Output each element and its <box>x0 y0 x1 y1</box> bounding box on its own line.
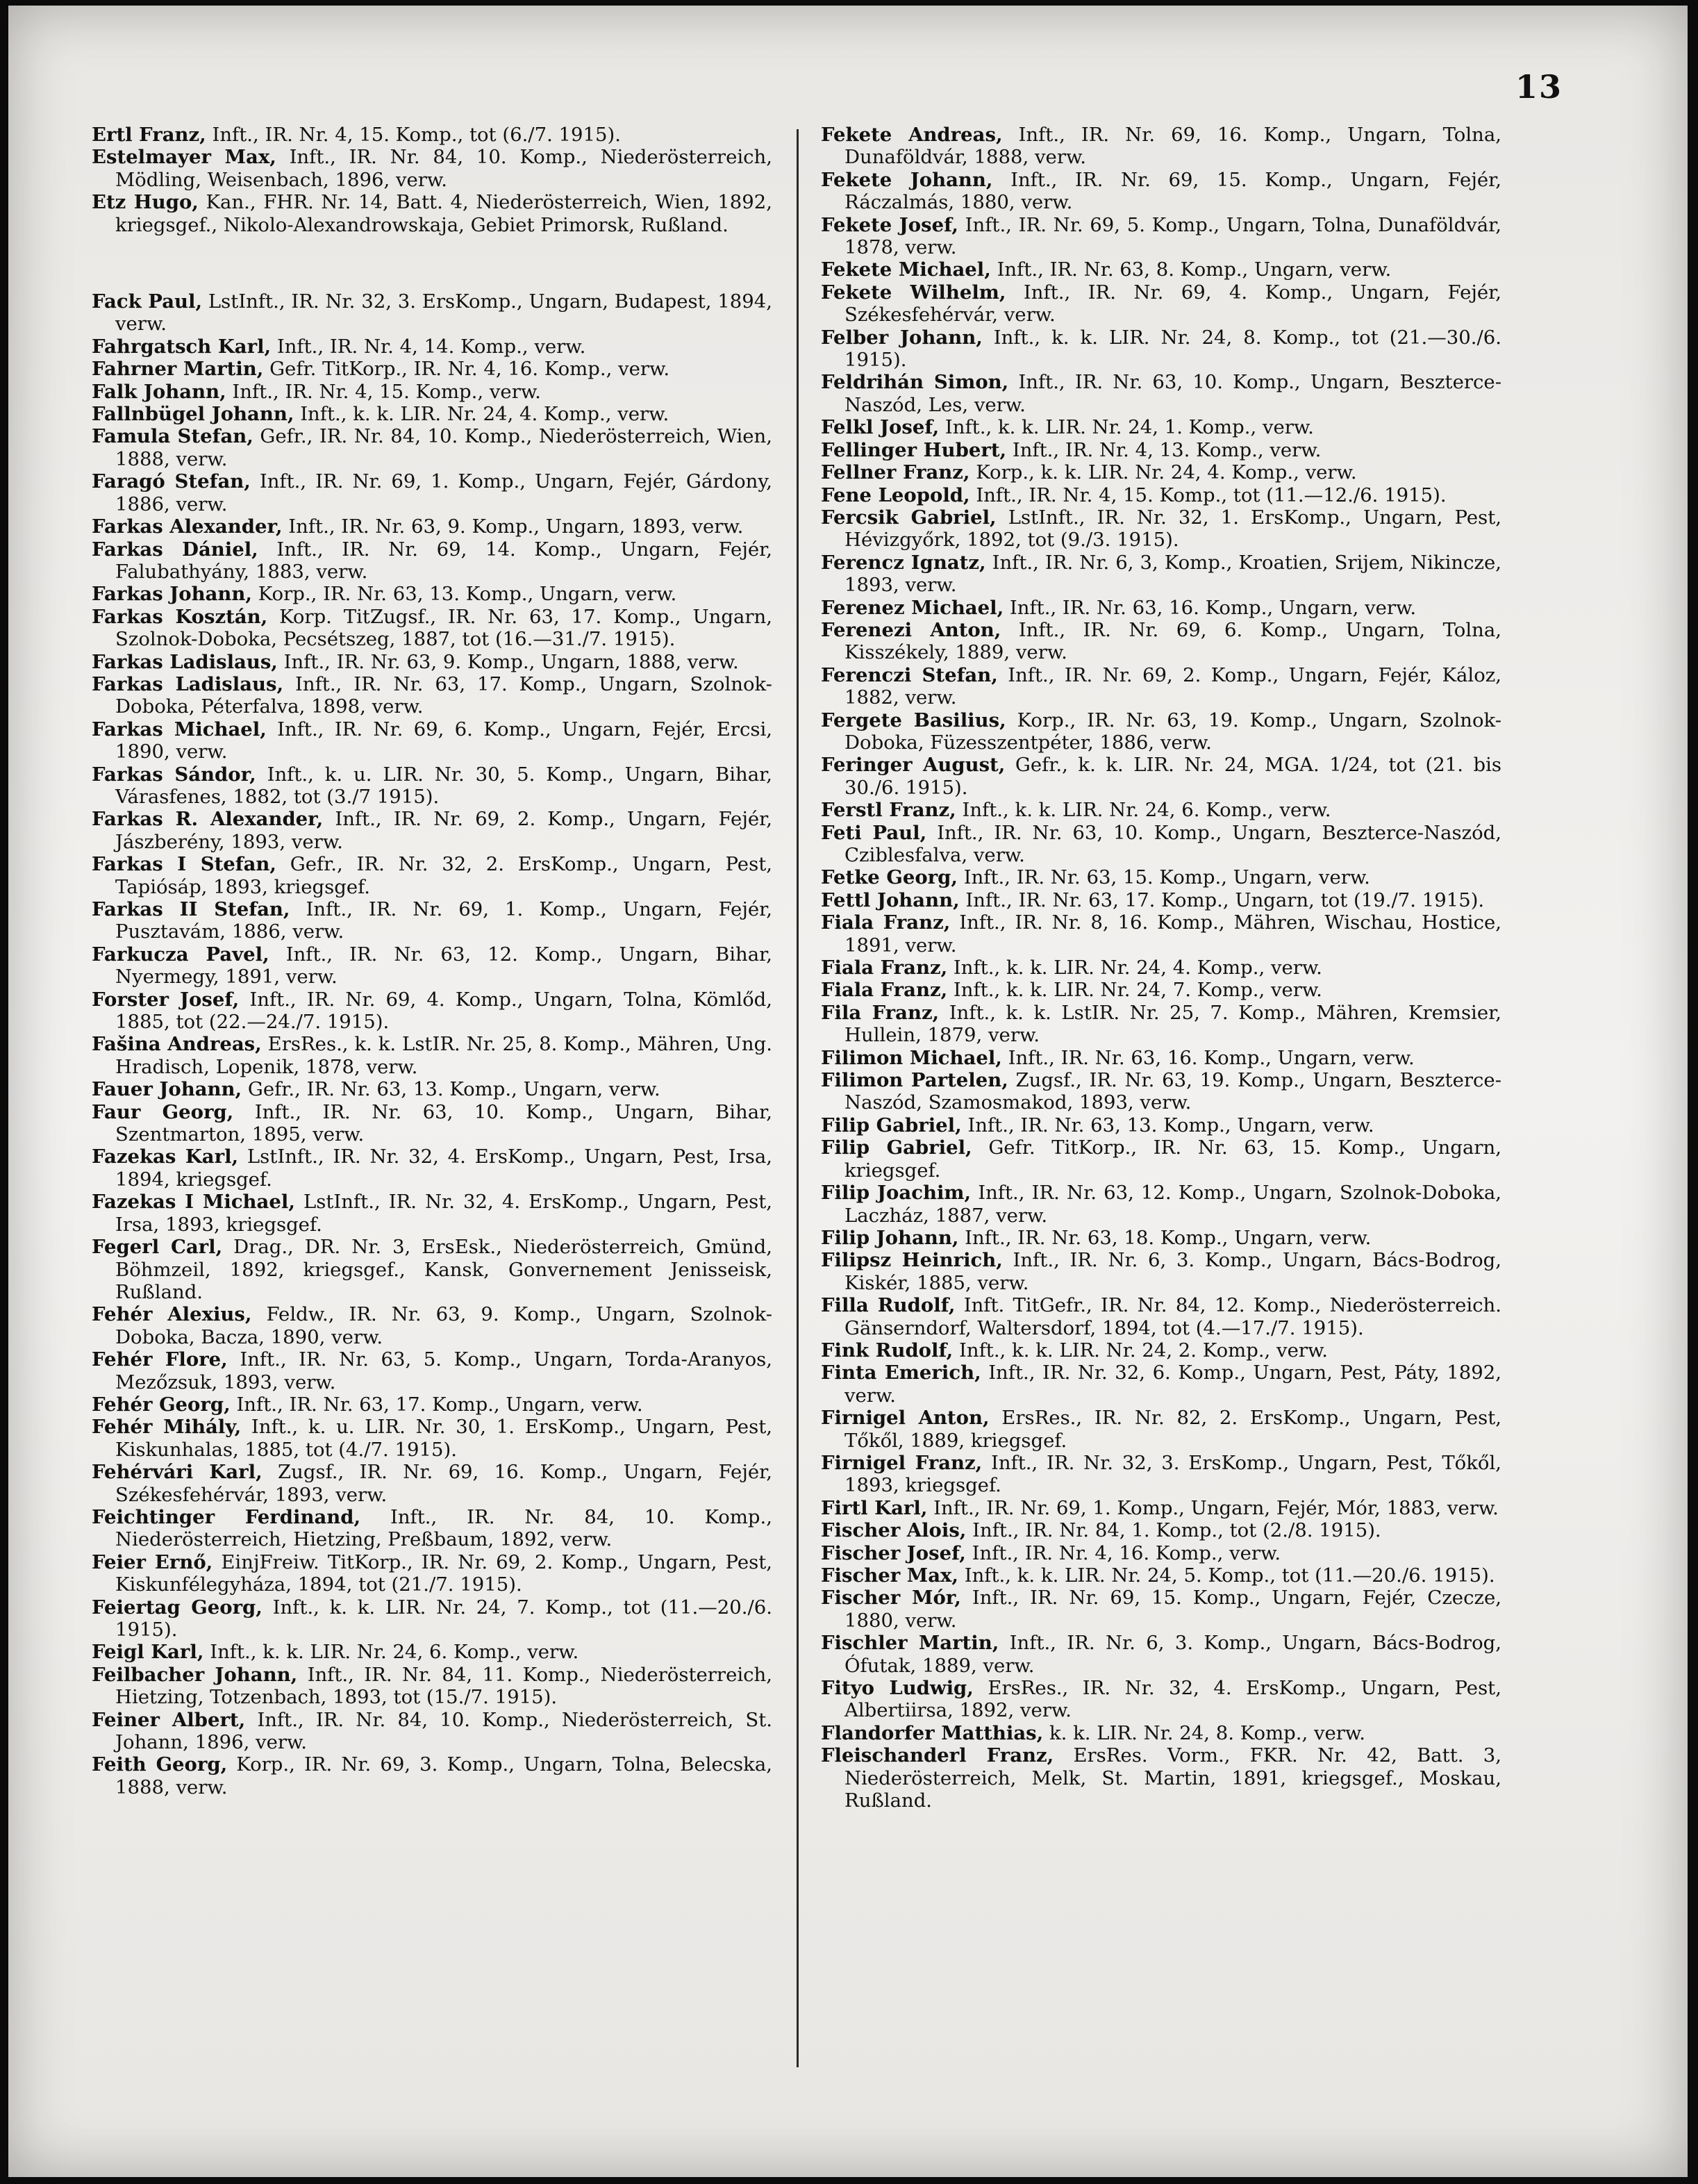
scanned-page <box>8 6 1688 2177</box>
register-entry <box>92 336 772 358</box>
entry-name: Filip Johann, <box>821 1226 959 1249</box>
entry-details: Inft., IR. Nr. 4, 15. Komp., tot (6./7. 1915). <box>212 124 622 146</box>
register-entry <box>92 1303 772 1348</box>
entry-details: Inft., IR. Nr. 69, 1. Komp., Ungarn, Fejér, Mór, 1883, verw. <box>933 1496 1499 1519</box>
entry-name: Filimon Partelen, <box>821 1069 1008 1092</box>
entry-details: Inft., k. k. LIR. Nr. 24, 1. Komp., verw. <box>944 416 1314 439</box>
entry-name: Filla Rudolf, <box>821 1294 956 1317</box>
register-entry <box>92 1664 772 1709</box>
entry-name: Feiner Albert, <box>92 1708 246 1731</box>
register-entry <box>92 191 772 236</box>
entry-name: Farkas R. Alexander, <box>92 808 324 831</box>
entry-details: Inft., IR. Nr. 6, 3, Komp., Kroatien, Srijem, Nikincze, 1893, verw. <box>844 551 1501 597</box>
entry-details: Inft., k. u. LIR. Nr. 30, 5. Komp., Ungarn, Bihar, Várasfenes, 1882, tot (3./7 1915). <box>115 763 773 808</box>
register-entry <box>821 1744 1501 1812</box>
entry-name: Fehérvári Karl, <box>92 1461 263 1484</box>
register-entry <box>92 515 772 538</box>
entry-details: Gefr., IR. Nr. 63, 13. Komp., Ungarn, verw. <box>247 1078 660 1101</box>
entry-name: Finta Emerich, <box>821 1362 981 1384</box>
entry-name: Falk Johann, <box>92 380 226 403</box>
entry-details: ErsRes. Vorm., FKR. Nr. 42, Batt. 3, Niederösterreich, Melk, St. Martin, 1891, kriegsgef., Moskau, Rußland. <box>844 1744 1501 1812</box>
register-entry <box>92 1393 772 1416</box>
register-entry <box>92 988 772 1034</box>
entry-details: Drag., DR. Nr. 3, ErsEsk., Niederösterreich, Gmünd, Böhmzeil, 1892, kriegsgef., Kansk, Gonvernement Jenisseisk, Rußland. <box>115 1236 772 1303</box>
entry-details: Inft., k. k. LIR. Nr. 24, 5. Komp., tot (11.—20./6. 1915). <box>964 1564 1495 1587</box>
register-entry <box>821 709 1501 754</box>
entry-details: Inft., IR. Nr. 63, 12. Komp., Ungarn, Szolnok-Doboka, Laczház, 1887, verw. <box>844 1182 1501 1227</box>
entry-details: Gefr. TitKorp., IR. Nr. 4, 16. Komp., verw. <box>269 358 670 381</box>
register-entry <box>821 597 1501 619</box>
entry-name: Firnigel Franz, <box>821 1451 983 1474</box>
column-divider <box>797 129 799 2067</box>
entry-name: Fene Leopold, <box>821 483 970 506</box>
entry-name: Forster Josef, <box>92 988 240 1011</box>
entry-details: Inft., IR. Nr. 63, 13. Komp., Ungarn, verw. <box>967 1114 1374 1136</box>
left-column <box>92 124 772 1798</box>
entry-name: Fercsik Gabriel, <box>821 506 997 529</box>
register-entry <box>92 1551 772 1596</box>
register-entry <box>92 763 772 809</box>
register-entry <box>821 416 1501 438</box>
entry-name: Fleischanderl Franz, <box>821 1744 1054 1767</box>
register-entry <box>92 1506 772 1551</box>
entry-details: Korp., IR. Nr. 63, 13. Komp., Ungarn, verw. <box>258 583 677 606</box>
entry-name: Fettl Johann, <box>821 888 960 911</box>
register-entry <box>821 461 1501 483</box>
entry-name: Fekete Andreas, <box>821 124 1003 146</box>
register-entry <box>821 439 1501 461</box>
right-column <box>821 124 1501 1812</box>
entry-name: Feti Paul, <box>821 821 927 844</box>
entry-details: Inft., k. k. LstIR. Nr. 25, 7. Komp., Mähren, Kremsier, Hullein, 1879, verw. <box>844 1001 1501 1047</box>
entry-details: Inft., k. k. LIR. Nr. 24, 8. Komp., tot (21.—30./6. 1915). <box>844 326 1501 372</box>
register-entry <box>821 1047 1501 1069</box>
entry-name: Fašina Andreas, <box>92 1033 262 1056</box>
entry-details: Inft., IR. Nr. 63, 9. Komp., Ungarn, 1888, verw. <box>283 650 739 673</box>
entry-details: Inft., IR. Nr. 8, 16. Komp., Mähren, Wischau, Hostice, 1891, verw. <box>844 911 1501 957</box>
entry-name: Ferenczi Stefan, <box>821 663 998 686</box>
register-entry <box>821 1249 1501 1294</box>
entry-name: Flandorfer Matthias, <box>821 1721 1044 1744</box>
entry-name: Farkas II Stefan, <box>92 898 290 920</box>
entry-details: Inft., k. k. LIR. Nr. 24, 6. Komp., verw. <box>210 1641 579 1664</box>
entry-details: k. k. LIR. Nr. 24, 8. Komp., verw. <box>1049 1721 1365 1744</box>
register-entry <box>821 754 1501 799</box>
register-entry <box>821 1339 1501 1362</box>
register-entry <box>92 651 772 673</box>
register-entry <box>92 1145 772 1191</box>
entry-name: Fehér Flore, <box>92 1348 228 1371</box>
entry-details: Korp., k. k. LIR. Nr. 24, 4. Komp., verw. <box>976 461 1357 484</box>
register-entry <box>821 664 1501 709</box>
register-entry <box>92 290 772 336</box>
entry-details: Gefr., IR. Nr. 84, 10. Komp., Niederösterreich, Wien, 1888, verw. <box>115 425 773 470</box>
entry-name: Ferenez Michael, <box>821 596 1004 619</box>
entry-details: Inft., IR. Nr. 32, 3. ErsKomp., Ungarn, Pest, Tőkől, 1893, kriegsgef. <box>844 1451 1501 1497</box>
entry-details: Zugsf., IR. Nr. 69, 16. Komp., Ungarn, Fejér, Székesfehérvár, 1893, verw. <box>115 1461 772 1506</box>
entry-name: Fazekas Karl, <box>92 1145 239 1168</box>
entry-details: Inft., IR. Nr. 69, 16. Komp., Ungarn, Tolna, Dunaföldvár, 1888, verw. <box>844 124 1501 169</box>
register-entry <box>821 1227 1501 1249</box>
entry-name: Farkas Ladislaus, <box>92 672 284 695</box>
entry-name: Fazekas I Michael, <box>92 1191 295 1214</box>
register-entry <box>821 169 1501 214</box>
entry-name: Fischer Alois, <box>821 1519 967 1542</box>
register-entry <box>92 1416 772 1461</box>
entry-name: Farkas Sándor, <box>92 763 256 786</box>
register-entry <box>821 866 1501 888</box>
entry-details: Korp. TitZugsf., IR. Nr. 63, 17. Komp., Ungarn, Szolnok-Doboka, Pecsétszeg, 1887, tot (16.—31./7. 1915). <box>115 605 772 651</box>
entry-name: Fekete Michael, <box>821 258 991 281</box>
entry-name: Ferenezi Anton, <box>821 618 1001 641</box>
entry-details: Inft., IR. Nr. 84, 1. Komp., tot (2./8. 1915). <box>972 1519 1381 1542</box>
entry-details: Inft., IR. Nr. 69, 2. Komp., Ungarn, Fejér, Káloz, 1882, verw. <box>844 663 1502 709</box>
entry-name: Fekete Josef, <box>821 213 958 236</box>
entry-name: Farkas Kosztán, <box>92 605 268 628</box>
register-entry <box>92 1348 772 1393</box>
register-entry <box>92 470 772 515</box>
entry-details: Zugsf., IR. Nr. 63, 19. Komp., Ungarn, Beszterce-Naszód, Szamosmakod, 1893, verw. <box>844 1069 1501 1114</box>
entry-details: LstInft., IR. Nr. 32, 4. ErsKomp., Ungarn, Pest, Irsa, 1894, kriegsgef. <box>115 1145 772 1191</box>
register-entry <box>821 619 1501 664</box>
register-entry <box>92 808 772 853</box>
register-entry <box>821 371 1501 416</box>
entry-details: Inft., IR. Nr. 69, 4. Komp., Ungarn, Fejér, Székesfehérvár, verw. <box>844 281 1502 326</box>
entry-details: Inft., IR. Nr. 63, 17. Komp., Ungarn, Szolnok-Doboka, Péterfalva, 1898, verw. <box>115 672 772 718</box>
register-entry <box>92 606 772 651</box>
entry-name: Fack Paul, <box>92 290 203 313</box>
register-entry <box>821 957 1501 979</box>
register-entry <box>821 1564 1501 1587</box>
register-entry <box>821 484 1501 506</box>
register-entry <box>92 1461 772 1506</box>
entry-name: Ferstl Franz, <box>821 799 956 822</box>
register-entry <box>821 552 1501 597</box>
register-entry <box>92 1709 772 1754</box>
register-entry <box>821 1294 1501 1339</box>
entry-name: Fekete Johann, <box>821 168 993 191</box>
register-entry <box>821 281 1501 326</box>
entry-details: Inft., IR. Nr. 63, 17. Komp., Ungarn, verw. <box>236 1393 643 1416</box>
entry-details: Inft., IR. Nr. 4, 15. Komp., verw. <box>232 380 541 403</box>
entry-name: Fiala Franz, <box>821 957 948 979</box>
register-entry <box>92 1078 772 1100</box>
register-entry <box>821 1182 1501 1227</box>
entry-name: Farkas Johann, <box>92 583 252 606</box>
entry-name: Fischer Josef, <box>821 1541 966 1564</box>
register-entry <box>92 1033 772 1078</box>
register-entry <box>821 1452 1501 1497</box>
entry-details: Inft., IR. Nr. 84, 10. Komp., Niederösterreich, Mödling, Weisenbach, 1896, verw. <box>115 146 772 191</box>
entry-name: Ertl Franz, <box>92 124 206 146</box>
entry-details: Inft., IR. Nr. 69, 6. Komp., Ungarn, Tolna, Kisszékely, 1889, verw. <box>844 618 1502 664</box>
entry-details: Inft., k. k. LIR. Nr. 24, 7. Komp., tot (11.—20./6. 1915). <box>115 1596 772 1641</box>
entry-name: Faur Georg, <box>92 1100 234 1123</box>
entry-name: Filip Gabriel, <box>821 1136 972 1159</box>
entry-name: Famula Stefan, <box>92 425 253 448</box>
entry-name: Etz Hugo, <box>92 191 199 214</box>
entry-name: Feldrihán Simon, <box>821 371 1009 394</box>
register-entry <box>821 1632 1501 1677</box>
register-entry <box>92 146 772 191</box>
entry-details: Inft., IR. Nr. 4, 16. Komp., verw. <box>972 1541 1281 1564</box>
entry-details: Inft., k. k. LIR. Nr. 24, 7. Komp., verw. <box>953 979 1322 1002</box>
register-entry <box>821 1542 1501 1564</box>
entry-details: Inft., IR. Nr. 63, 9. Komp., Ungarn, 1893, verw. <box>288 515 744 538</box>
entry-details: Inft., IR. Nr. 63, 16. Komp., Ungarn, verw. <box>1009 596 1417 619</box>
register-entry <box>821 1136 1501 1182</box>
entry-name: Fischler Martin, <box>821 1632 999 1655</box>
register-entry <box>92 943 772 988</box>
register-entry <box>92 898 772 943</box>
entry-details: Korp., IR. Nr. 63, 19. Komp., Ungarn, Szolnok-Doboka, Füzesszentpéter, 1886, verw. <box>844 709 1502 754</box>
entry-details: Inft., IR. Nr. 69, 15. Komp., Ungarn, Fejér, Ráczalmás, 1880, verw. <box>844 168 1501 214</box>
entry-details: Inft., IR. Nr. 69, 2. Komp., Ungarn, Fejér, Jászberény, 1893, verw. <box>115 808 772 853</box>
entry-details: Inft., IR. Nr. 69, 1. Komp., Ungarn, Fejér, Pusztavám, 1886, verw. <box>115 898 772 943</box>
entry-name: Fiala Franz, <box>821 911 951 934</box>
page-number: 13 <box>1515 68 1563 106</box>
register-entry <box>92 583 772 605</box>
register-entry <box>821 1722 1501 1744</box>
entry-details: LstInft., IR. Nr. 32, 3. ErsKomp., Ungarn, Budapest, 1894, verw. <box>115 290 772 336</box>
register-entry <box>821 979 1501 1001</box>
entry-details: Inft., IR. Nr. 63, 10. Komp., Ungarn, Beszterce-Naszód, Cziblesfalva, verw. <box>844 821 1501 866</box>
entry-details: ErsRes., IR. Nr. 32, 4. ErsKomp., Ungarn, Pest, Albertiirsa, 1892, verw. <box>844 1677 1501 1722</box>
register-entry <box>92 425 772 470</box>
register-entry <box>821 1069 1501 1114</box>
entry-details: Inft., k. k. LIR. Nr. 24, 4. Komp., verw. <box>953 957 1322 979</box>
entry-details: Inft., k. k. LIR. Nr. 24, 2. Komp., verw. <box>959 1339 1329 1362</box>
entry-name: Fehér Georg, <box>92 1393 231 1416</box>
entry-name: Fila Franz, <box>821 1001 940 1024</box>
register-entry <box>821 1362 1501 1407</box>
entry-name: Fischer Mór, <box>821 1587 961 1610</box>
entry-name: Feilbacher Johann, <box>92 1663 298 1686</box>
entry-name: Fellinger Hubert, <box>821 438 1007 461</box>
register-entry <box>92 538 772 584</box>
register-entry <box>821 326 1501 372</box>
entry-details: Inft., IR. Nr. 6, 3. Komp., Ungarn, Bács-Bodrog, Ófutak, 1889, verw. <box>844 1632 1501 1677</box>
entry-details: Inft., k. k. LIR. Nr. 24, 6. Komp., verw. <box>962 799 1331 822</box>
entry-details: Inft., IR. Nr. 4, 13. Komp., verw. <box>1012 438 1322 461</box>
entry-name: Filipsz Heinrich, <box>821 1249 1003 1272</box>
entry-name: Feichtinger Ferdinand, <box>92 1505 361 1528</box>
register-entry <box>92 1596 772 1641</box>
entry-name: Fahrner Martin, <box>92 358 264 381</box>
entry-details: Korp., IR. Nr. 69, 3. Komp., Ungarn, Tolna, Belecska, 1888, verw. <box>115 1753 772 1798</box>
register-entry <box>821 1519 1501 1541</box>
entry-name: Faragó Stefan, <box>92 470 251 493</box>
register-entry <box>821 1587 1501 1632</box>
entry-name: Filip Joachim, <box>821 1182 972 1205</box>
entry-details: Inft., IR. Nr. 69, 15. Komp., Ungarn, Fejér, Czecze, 1880, verw. <box>844 1587 1501 1632</box>
entry-name: Fehér Mihály, <box>92 1416 242 1439</box>
entry-name: Feier Ernő, <box>92 1550 213 1573</box>
entry-details: Inft., IR. Nr. 6, 3. Komp., Ungarn, Bács-Bodrog, Kiskér, 1885, verw. <box>844 1249 1501 1294</box>
entry-details: Gefr., k. k. LIR. Nr. 24, MGA. 1/24, tot (21. bis 30./6. 1915). <box>844 754 1502 799</box>
entry-name: Fallnbügel Johann, <box>92 403 294 426</box>
entry-details: LstInft., IR. Nr. 32, 4. ErsKomp., Ungarn, Pest, Irsa, 1893, kriegsgef. <box>115 1191 773 1236</box>
register-entry <box>92 673 772 718</box>
entry-name: Fehér Alexius, <box>92 1303 252 1326</box>
entry-name: Fink Rudolf, <box>821 1339 954 1362</box>
entry-name: Ferencz Ignatz, <box>821 551 986 574</box>
register-entry <box>821 1002 1501 1047</box>
entry-details: Inft., IR. Nr. 63, 5. Komp., Ungarn, Torda-Aranyos, Mezőzsuk, 1893, verw. <box>115 1348 772 1393</box>
entry-name: Firtl Karl, <box>821 1496 928 1519</box>
entry-details: Inft., k. u. LIR. Nr. 30, 1. ErsKomp., Ungarn, Pest, Kiskunhalas, 1885, tot (4./7. 1915). <box>115 1416 772 1461</box>
register-entry <box>821 1497 1501 1519</box>
entry-name: Feringer August, <box>821 754 1006 777</box>
register-entry <box>821 258 1501 281</box>
entry-details: LstInft., IR. Nr. 32, 1. ErsKomp., Ungarn, Pest, Hévizgyőrk, 1892, tot (9./3. 1915). <box>844 506 1502 552</box>
entry-details: Inft., IR. Nr. 63, 10. Komp., Ungarn, Bihar, Szentmarton, 1895, verw. <box>115 1100 773 1146</box>
entry-details: Inft., IR. Nr. 63, 10. Komp., Ungarn, Beszterce-Naszód, Les, verw. <box>844 371 1501 416</box>
entry-name: Felkl Josef, <box>821 416 940 439</box>
entry-name: Estelmayer Max, <box>92 146 276 169</box>
entry-details: Inft., k. k. LIR. Nr. 24, 4. Komp., verw. <box>300 403 669 426</box>
register-entry <box>92 358 772 380</box>
entry-details: Inft., IR. Nr. 63, 18. Komp., Ungarn, verw. <box>965 1226 1372 1249</box>
entry-name: Feiertag Georg, <box>92 1596 263 1619</box>
entry-details: Inft., IR. Nr. 63, 8. Komp., Ungarn, verw. <box>997 258 1392 281</box>
entry-name: Fityo Ludwig, <box>821 1677 974 1700</box>
entry-name: Filip Gabriel, <box>821 1114 962 1136</box>
entry-details: Inft., IR. Nr. 63, 12. Komp., Ungarn, Bihar, Nyermegy, 1891, verw. <box>115 943 772 988</box>
entry-name: Farkas Michael, <box>92 718 267 741</box>
entry-details: Inft., IR. Nr. 84, 10. Komp., Niederösterreich, Hietzing, Preßbaum, 1892, verw. <box>115 1505 772 1551</box>
entry-name: Filimon Michael, <box>821 1046 1002 1069</box>
entry-details: Inft., IR. Nr. 84, 10. Komp., Niederösterreich, St. Johann, 1896, verw. <box>115 1708 773 1754</box>
register-entry <box>92 124 772 146</box>
entry-name: Feigl Karl, <box>92 1641 204 1664</box>
entry-name: Fahrgatsch Karl, <box>92 335 272 358</box>
entry-details: Feldw., IR. Nr. 63, 9. Komp., Ungarn, Szolnok-Doboka, Bacza, 1890, verw. <box>115 1303 772 1348</box>
register-entry <box>821 1114 1501 1136</box>
entry-details: EinjFreiw. TitKorp., IR. Nr. 69, 2. Komp., Ungarn, Pest, Kiskunfélegyháza, 1894, tot (21./7. 1915). <box>115 1550 773 1596</box>
entry-name: Fellner Franz, <box>821 461 970 484</box>
register-entry <box>821 911 1501 957</box>
entry-name: Firnigel Anton, <box>821 1407 990 1430</box>
entry-name: Fetke Georg, <box>821 866 958 889</box>
entry-name: Fiala Franz, <box>821 979 948 1002</box>
entry-details: Inft., IR. Nr. 84, 11. Komp., Niederösterreich, Hietzing, Totzenbach, 1893, tot (15./7. 1915). <box>115 1663 772 1709</box>
register-entry <box>821 214 1501 259</box>
register-entry <box>92 1236 772 1303</box>
entry-details: Inft., IR. Nr. 32, 6. Komp., Ungarn, Pest, Páty, 1892, verw. <box>844 1362 1501 1407</box>
entry-name: Farkas Alexander, <box>92 515 283 538</box>
entry-details: Inft., IR. Nr. 69, 6. Komp., Ungarn, Fejér, Ercsi, 1890, verw. <box>115 718 773 763</box>
register-entry <box>92 853 772 898</box>
entry-details: Inft., IR. Nr. 63, 16. Komp., Ungarn, verw. <box>1008 1046 1415 1069</box>
entry-name: Fekete Wilhelm, <box>821 281 1006 304</box>
entry-details: ErsRes., IR. Nr. 82, 2. ErsKomp., Ungarn, Pest, Tőkől, 1889, kriegsgef. <box>844 1407 1501 1452</box>
register-entry <box>821 1407 1501 1452</box>
entry-name: Farkucza Pavel, <box>92 943 269 966</box>
entry-details: Inft., IR. Nr. 69, 5. Komp., Ungarn, Tolna, Dunaföldvár, 1878, verw. <box>844 213 1501 259</box>
register-entry <box>821 124 1501 169</box>
register-entry <box>92 1191 772 1236</box>
entry-details: Inft., IR. Nr. 69, 14. Komp., Ungarn, Fejér, Falubathyány, 1883, verw. <box>115 538 772 583</box>
entry-details: Inft., IR. Nr. 69, 4. Komp., Ungarn, Tolna, Kömlőd, 1885, tot (22.—24./7. 1915). <box>115 988 772 1034</box>
register-entry <box>92 381 772 403</box>
register-entry <box>92 403 772 425</box>
register-entry <box>821 889 1501 911</box>
entry-details: Gefr. TitKorp., IR. Nr. 63, 15. Komp., Ungarn, kriegsgef. <box>844 1136 1501 1182</box>
entry-name: Fegerl Carl, <box>92 1236 223 1259</box>
entry-name: Fischer Max, <box>821 1564 958 1587</box>
register-entry <box>92 1641 772 1663</box>
register-entry <box>92 718 772 763</box>
register-entry <box>821 1677 1501 1722</box>
entry-details: ErsRes., k. k. LstIR. Nr. 25, 8. Komp., Mähren, Ung. Hradisch, Lopenik, 1878, verw. <box>115 1033 772 1078</box>
entry-details: Kan., FHR. Nr. 14, Batt. 4, Niederösterreich, Wien, 1892, kriegsgef., Nikolo-Alexandrowskaja, Gebiet Primorsk, Rußland. <box>115 191 772 236</box>
entry-details: Inft., IR. Nr. 63, 15. Komp., Ungarn, verw. <box>963 866 1370 889</box>
register-entry <box>821 799 1501 821</box>
entry-details: Inft., IR. Nr. 63, 17. Komp., Ungarn, tot (19./7. 1915). <box>965 888 1485 911</box>
register-entry <box>92 1753 772 1798</box>
register-entry <box>821 822 1501 867</box>
entry-name: Felber Johann, <box>821 326 983 349</box>
entry-name: Farkas I Stefan, <box>92 853 276 876</box>
entry-name: Fauer Johann, <box>92 1078 242 1101</box>
entry-details: Inft. TitGefr., IR. Nr. 84, 12. Komp., Niederösterreich. Gänserndorf, Waltersdorf, 1894, tot (4.—17./7. 1915). <box>844 1294 1501 1339</box>
entry-name: Feith Georg, <box>92 1753 228 1776</box>
entry-details: Inft., IR. Nr. 4, 15. Komp., tot (11.—12./6. 1915). <box>976 483 1447 506</box>
entry-name: Fergete Basilius, <box>821 709 1006 731</box>
register-entry <box>821 506 1501 552</box>
entry-details: Inft., IR. Nr. 69, 1. Komp., Ungarn, Fejér, Gárdony, 1886, verw. <box>115 470 772 515</box>
register-entry <box>92 1101 772 1146</box>
entry-name: Farkas Dániel, <box>92 538 258 561</box>
entry-details: Gefr., IR. Nr. 32, 2. ErsKomp., Ungarn, Pest, Tapiósáp, 1893, kriegsgef. <box>115 853 772 898</box>
entry-name: Farkas Ladislaus, <box>92 650 278 673</box>
entry-details: Inft., IR. Nr. 4, 14. Komp., verw. <box>276 335 586 358</box>
